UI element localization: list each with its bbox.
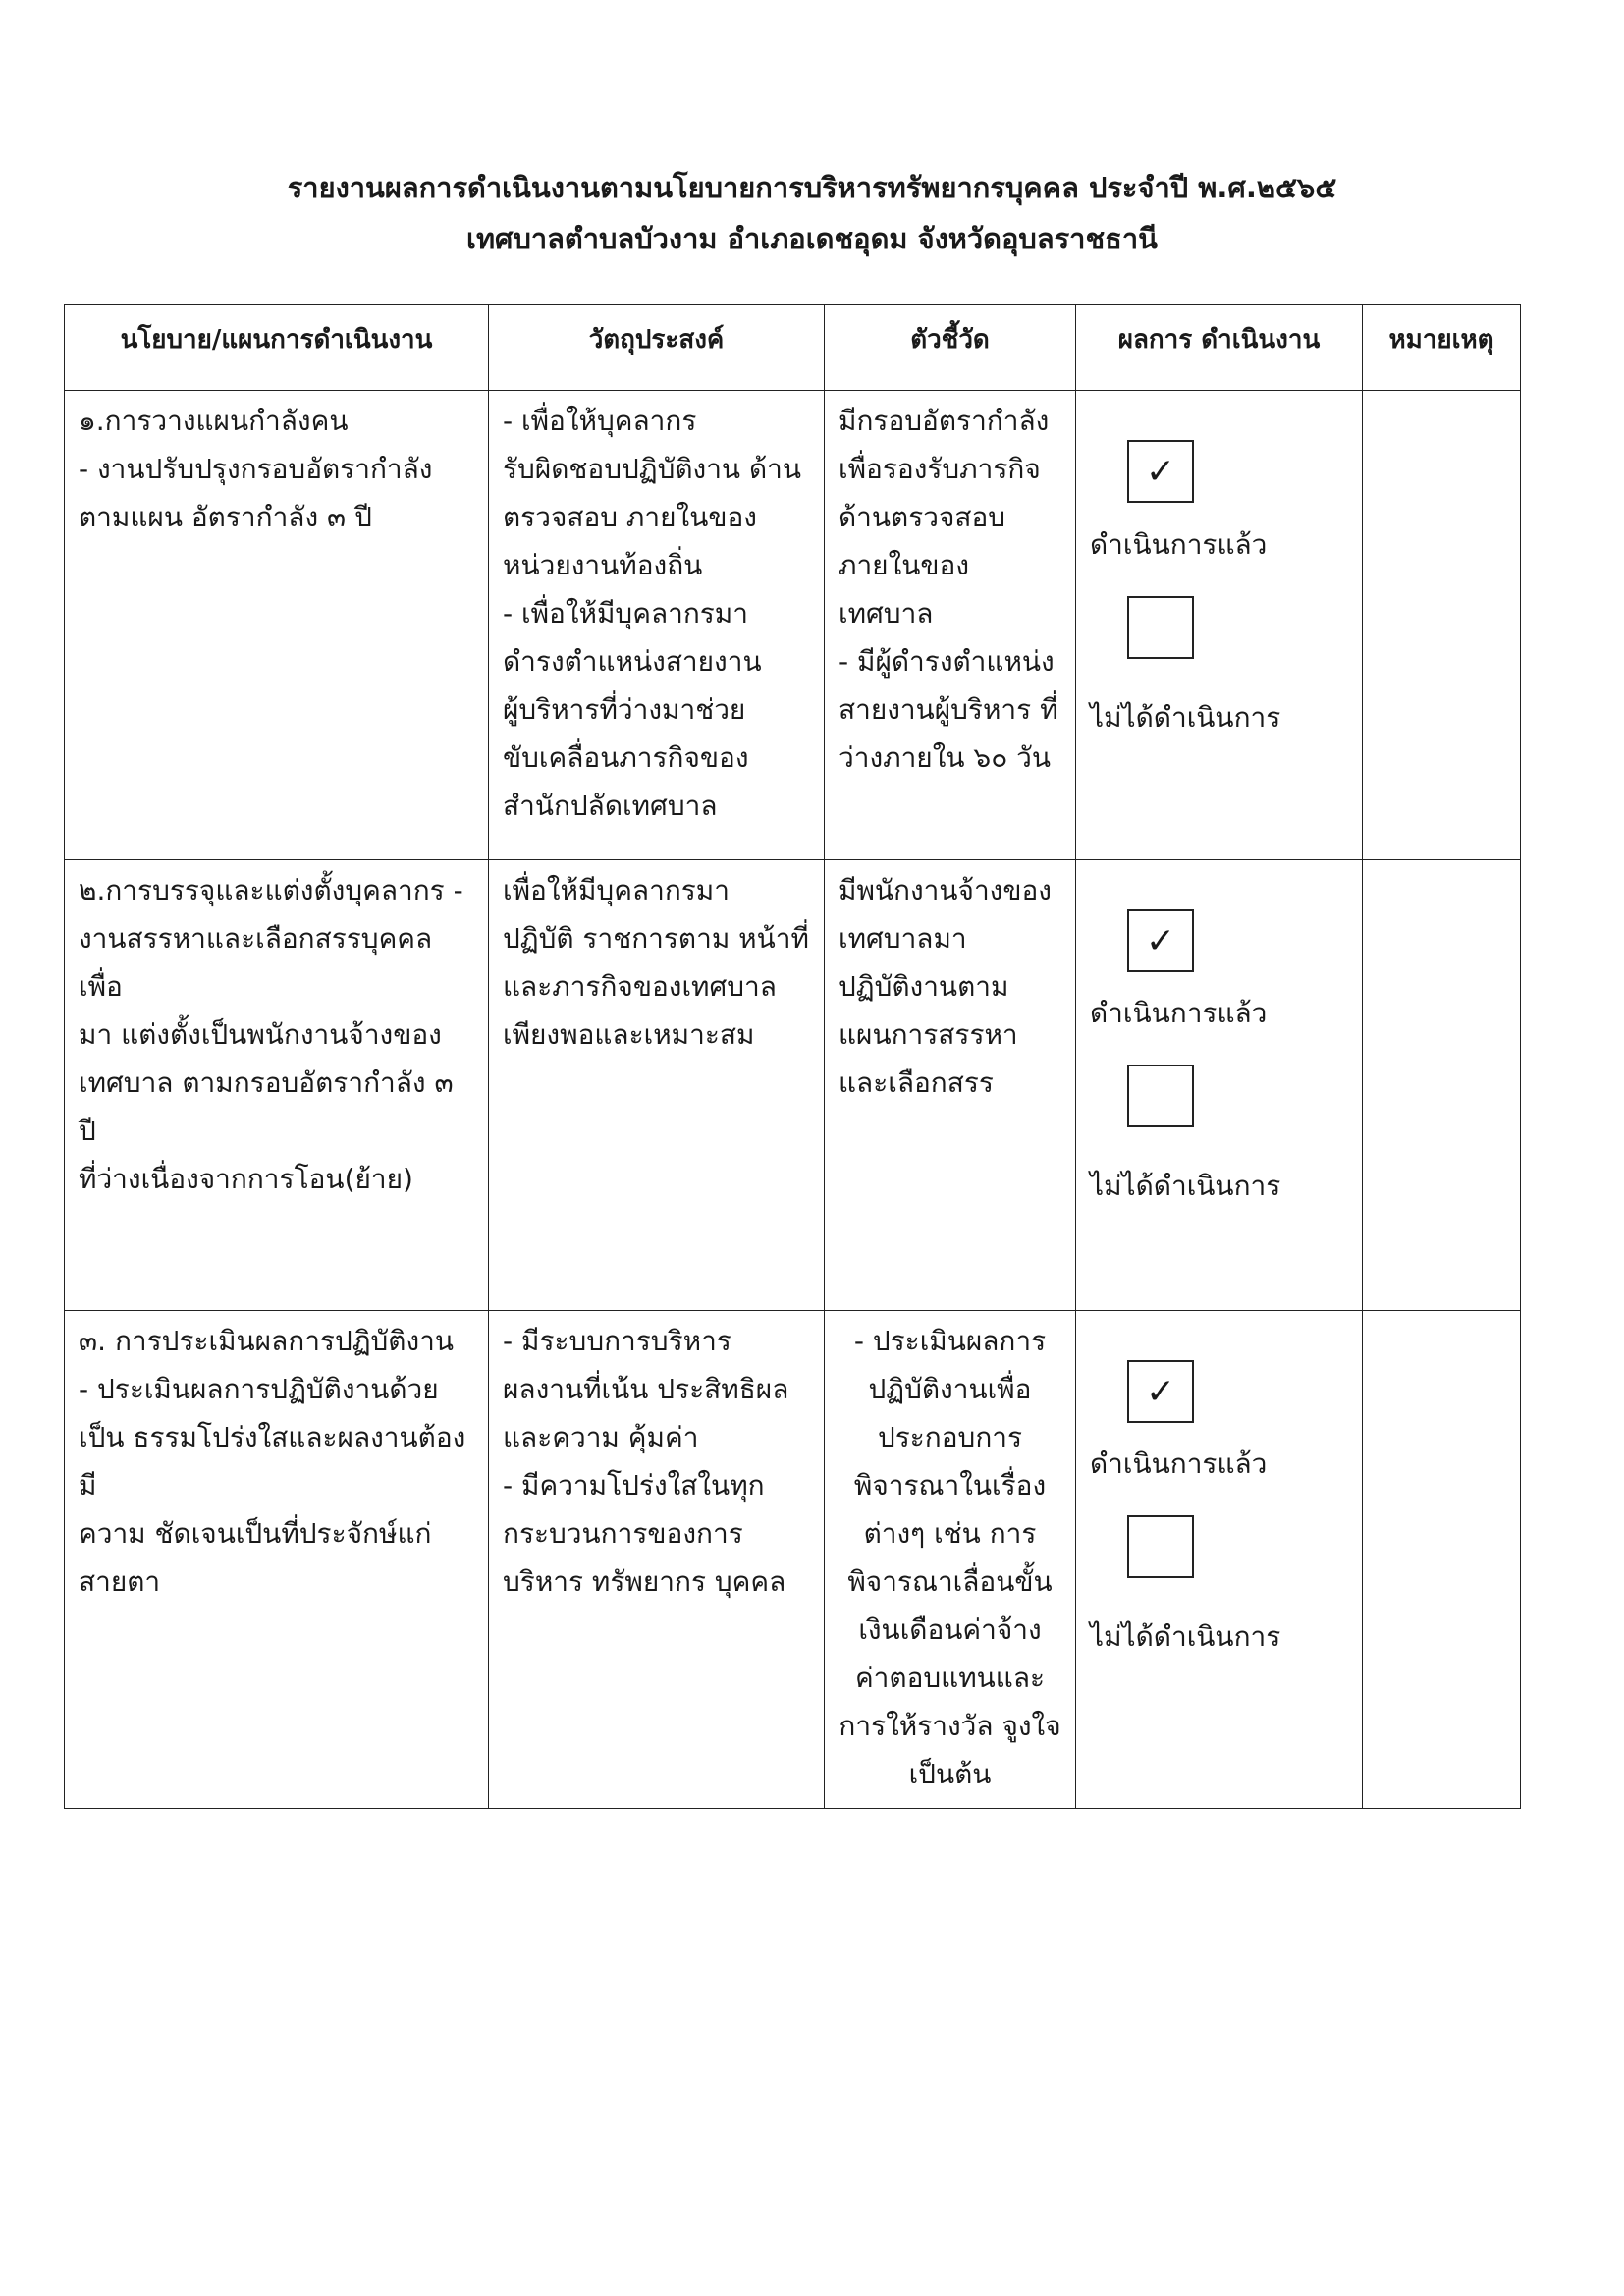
result-cell xyxy=(1076,440,1362,738)
header-indicator: ตัวชี้วัด xyxy=(825,305,1076,391)
not-done-label: ไม่ได้ดำเนินการ xyxy=(1090,1170,1281,1202)
policy-cell: ๑.การวางแผนกำลังคน - งานปรับปรุงกรอบอัตรากำลัง ตามแผน อัตรากำลัง ๓ ปี xyxy=(79,405,433,533)
report-subtitle: เทศบาลตำบลบัวงาม อำเภอเดชอุดม จังหวัดอุบลราชธานี xyxy=(466,222,1158,255)
indicator-cell: มีพนักงานจ้างของ เทศบาลมา ปฏิบัติงานตาม แผนการสรรหา และเลือกสรร xyxy=(839,874,1052,1099)
done-label: ดำเนินการแล้ว xyxy=(1090,1448,1268,1480)
header-objective: วัตถุประสงค์ xyxy=(489,305,825,391)
not-done-checkbox[interactable] xyxy=(1127,1515,1194,1578)
result-cell xyxy=(1076,909,1362,1206)
report-title: รายงานผลการดำเนินงานตามนโยบายการบริหารทรัพยากรบุคคล ประจำปี พ.ศ.๒๕๖๕ xyxy=(287,171,1337,204)
table-row xyxy=(65,391,1521,860)
not-done-label: ไม่ได้ดำเนินการ xyxy=(1090,701,1281,734)
report-table xyxy=(64,304,1521,1809)
done-checkbox[interactable]: ✓ xyxy=(1127,909,1194,972)
indicator-cell: - ประเมินผลการ ปฏิบัติงานเพื่อ ประกอบการ พิจารณาในเรื่อง ต่างๆ เช่น การ พิจารณาเลื่อนขั้น เงินเดือนค่าจ้าง ค่าตอบแทนและ การให้รางวัล จูงใจ เป็นต้น xyxy=(839,1325,1061,1790)
policy-cell: ๒.การบรรจุและแต่งตั้งบุคลากร - งานสรรหาและเลือกสรรบุคคลเพื่อ มา แต่งตั้งเป็นพนักงานจ้างของ เทศบาล ตามกรอบอัตรากำลัง ๓ ปี ที่ว่างเนื่องจากการโอน(ย้าย) xyxy=(79,874,463,1195)
remark-cell xyxy=(1363,1311,1520,1327)
done-label: ดำเนินการแล้ว xyxy=(1090,997,1268,1029)
result-cell xyxy=(1076,1360,1362,1657)
done-checkbox[interactable]: ✓ xyxy=(1127,1360,1194,1423)
header-remark: หมายเหตุ xyxy=(1363,305,1521,391)
done-checkbox[interactable]: ✓ xyxy=(1127,440,1194,503)
header-policy: นโยบาย/แผนการดำเนินงาน xyxy=(65,305,489,391)
objective-cell: - มีระบบการบริหาร ผลงานที่เน้น ประสิทธิผล และความ คุ้มค่า - มีความโปร่งใสในทุก กระบวนการของการ บริหาร ทรัพยากร บุคคล xyxy=(503,1325,789,1598)
not-done-label: ไม่ได้ดำเนินการ xyxy=(1090,1620,1281,1653)
table-header-row xyxy=(65,305,1521,391)
table-row xyxy=(65,1311,1521,1809)
remark-cell xyxy=(1363,391,1520,407)
policy-cell: ๓. การประเมินผลการปฏิบัติงาน - ประเมินผลการปฏิบัติงานด้วย เป็น ธรรมโปร่งใสและผลงานต้องมี ความ ชัดเจนเป็นที่ประจักษ์แก่ สายตา xyxy=(79,1325,466,1598)
header-result: ผลการ ดำเนินงาน xyxy=(1076,305,1363,391)
done-label: ดำเนินการแล้ว xyxy=(1090,528,1268,561)
remark-cell xyxy=(1363,860,1520,876)
table-row xyxy=(65,860,1521,1311)
not-done-checkbox[interactable] xyxy=(1127,596,1194,659)
objective-cell: - เพื่อให้บุคลากร รับผิดชอบปฏิบัติงาน ด้าน ตรวจสอบ ภายในของ หน่วยงานท้องถิ่น - เพื่อให้มีบุคลากรมา ดำรงตำแหน่งสายงาน ผู้บริหารที่ว่างมาช่วย ขับเคลื่อนภารกิจของ สำนักปลัดเทศบาล xyxy=(503,405,802,822)
objective-cell: เพื่อให้มีบุคลากรมา ปฏิบัติ ราชการตาม หน้าที่ และภารกิจของเทศบาล เพียงพอและเหมาะสม xyxy=(503,874,809,1051)
indicator-cell: มีกรอบอัตรากำลัง เพื่อรองรับภารกิจ ด้านตรวจสอบ ภายในของเทศบาล - มีผู้ดำรงตำแหน่ง สายงานผู้บริหาร ที่ ว่างภายใน ๖๐ วัน xyxy=(839,405,1058,774)
not-done-checkbox[interactable] xyxy=(1127,1065,1194,1127)
